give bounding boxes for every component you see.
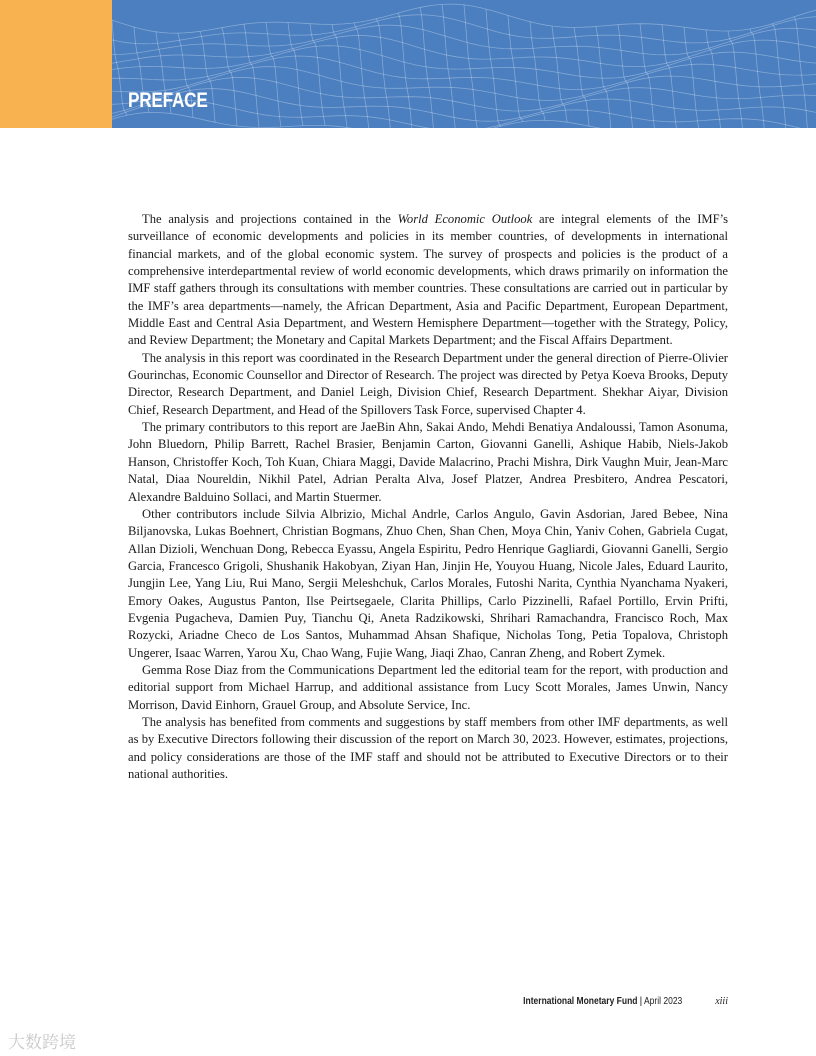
header-accent-panel [0,0,112,128]
wave-line [112,46,816,78]
wave-grid-line [772,24,787,128]
wave-line [112,77,816,111]
wave-grid-line [750,29,765,128]
wave-grid-line [354,23,369,128]
wave-grid-line [530,22,545,121]
wave-grid-line [728,31,743,128]
wave-line [112,15,816,44]
wave-grid-line [508,15,523,121]
wave-grid-line [244,24,259,127]
paragraph: The analysis and projections contained in the World Economic Outlook are integral elements of the IMF’s surveillance of economic developments and policies in its member countries, of developments in international financial markets, and of the global economic system. The survey of prospects and policies is the product of a comprehensive interdepartmental review of world economic developments, which draws primarily on information the IMF staff gathers through its consultations with member countries. These consultations are carried out in particular by the IMF’s area departments—namely, the African Department, Asia and Pacific Department, European Department, Middle East and Central Asia Department, and Western Hemisphere Department—together with the Strategy, Policy, and Review Department; the Monetary and Capital Markets Department; and the Fiscal Affairs Department. [128,212,728,348]
wave-line [112,56,816,90]
footer-organization: International Monetary Fund [523,996,638,1007]
preface-body [128,211,728,783]
paragraph: Other contributors include Silvia Albrizio, Michal Andrle, Carlos Angulo, Gavin Asdorian, Jared Bebee, Nina Biljanovska, Lukas Boehnert, Christian Bogmans, Zhuo Chen, Shan Chen, Moya Chin, Yaniv Cohen, Gabriela Cugat, Allan Dizioli, Wenchuan Dong, Rebecca Eyassu, Angela Espiritu, Pedro Henrique Gagliardi, Giovanni Ganelli, Sergio Garcia, Francesco Grigoli, Shushanik Hakobyan, Ziyan Han, Jinjin He, Youyou Huang, Nicole Jales, Eduard Laurito, Jungjin Lee, Yang Liu, Rui Mano, Sergii Meleshchuk, Carlos Morales, Futoshi Narita, Cynthia Nyanchama Nyakeri, Emory Oakes, Augustus Panton, Ilse Peirtsegaele, Clarita Phillips, Carlo Pizzinelli, Rafael Portillo, Ervin Prifti, Evgenia Pugacheva, Damien Puy, Tianchu Qi, Aneta Radzikowski, Shrihari Ramachandra, Francisco Roch, Max Rozycki, Ariadne Checo de Los Santos, Muhammad Ahsan Shafique, Nicholas Tong, Petia Topalova, Christoph Ungerer, Isaac Warren, Yarou Xu, Chao Wang, Fujie Wang, Jiaqi Zhao, Canran Zheng, and Robert Zymek. [128,506,728,660]
page-footer [503,996,728,1007]
wave-grid-line [442,4,457,128]
wave-line [112,35,816,66]
wave-grid-line [288,23,303,126]
footer-date: April 2023 [644,996,683,1007]
paragraph: The analysis has benefited from comments and suggestions by staff members from other IMF departments, as well as by Executive Directors following their discussion of the report on March 30, 2023. However, estimates, projections, and policy considerations are those of the IMF staff and should not be attributed to Executive Directors or to their national authorities. [128,714,728,781]
footer-separator: | [639,996,643,1007]
wave-line [112,100,816,128]
paragraph: The analysis in this report was coordinated in the Research Department under the general direction of Pierre-Olivier Gourinchas, Economic Counsellor and Director of Research. The project was directed by Petya Koeva Brooks, Deputy Director, Research Department, and Daniel Leigh, Division Chief, Research Department. Shekhar Aiyar, Division Chief, Research Department, and Head of the Spillovers Task Force, supervised Chapter 4. [128,350,728,417]
wave-grid-line [398,13,413,128]
wave-grid-line [222,28,237,126]
wave-grid-line [464,5,479,128]
page-number: xiii [715,996,728,1007]
wave-line [112,67,816,101]
wave-grid-line [332,24,347,127]
paragraph: The primary contributors to this report are JaeBin Ahn, Sakai Ando, Mehdi Benatiya Andaloussi, Tamon Asonuma, John Bluedorn, Philip Barrett, Rachel Brasier, Benjamin Carton, Giovanni Ganelli, Ashique Habib, Niels-Jakob Hanson, Christoffer Koch, Toh Kuan, Chiara Maggi, Davide Malacrino, Prachi Mishra, Dirk Vaughn Muir, Jean-Marc Natal, Diaa Noureldin, Nikhil Patel, Adrian Peralta Alva, Josef Platzer, Andrea Presbitero, Andrea Pescatori, Alexandre Balduino Sollaci, and Martin Stuermer. [128,420,728,504]
paragraph: Gemma Rose Diaz from the Communications Department led the editorial team for the report, with production and editorial support from Michael Harrup, and additional assistance from Lucy Scott Morales, James Unwin, Nancy Morrison, David Einhorn, Grauel Group, and Absolute Service, Inc. [128,662,728,712]
wave-grid-line [266,22,281,127]
wireframe-wave-graphic [112,0,816,128]
header-banner [112,0,816,128]
watermark: 大数跨境 [8,1033,76,1053]
page-title: PREFACE [128,89,208,112]
wave-grid-line [706,30,721,128]
wave-grid-line [794,17,809,128]
